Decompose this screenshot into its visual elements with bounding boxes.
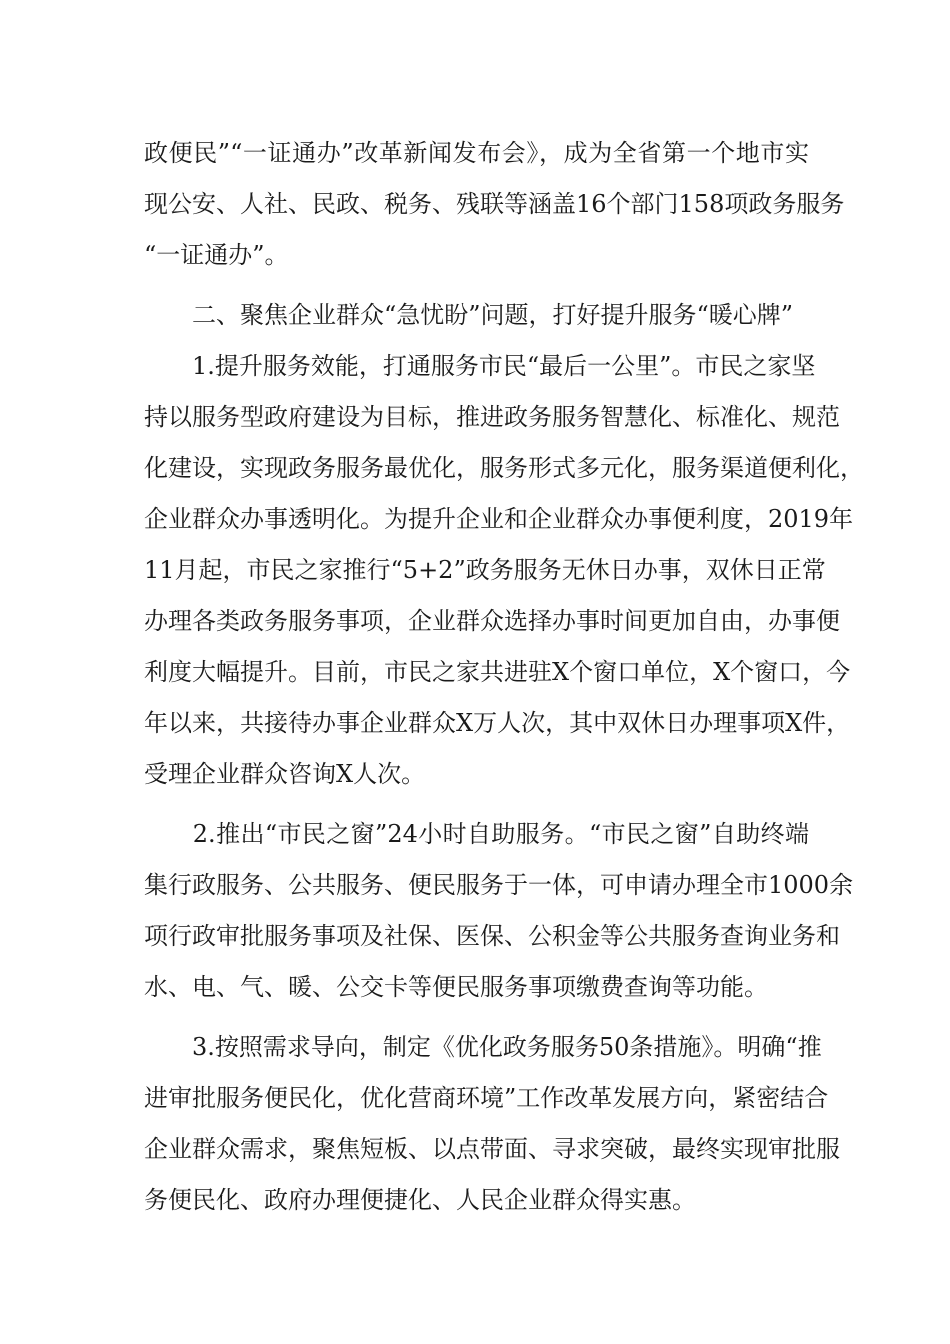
paragraph-item-1 [144, 341, 864, 800]
text-line: 现公安、人社、民政、税务、残联等涵盖16个部门158项政务服务 [144, 190, 845, 218]
text-line: 化建设，实现政务服务最优化，服务形式多元化，服务渠道便利化， [144, 454, 864, 482]
text-line: 务便民化、政府办理便捷化、人民企业群众得实惠。 [144, 1186, 696, 1214]
text-line: 进审批服务便民化，优化营商环境”工作改革发展方向，紧密结合 [144, 1084, 829, 1112]
text-line: 集行政服务、公共服务、便民服务于一体，可申请办理全市1000余 [144, 871, 854, 899]
heading-line: 二、聚焦企业群众“急忧盼”问题，打好提升服务“暖心牌” [144, 301, 794, 329]
paragraph-continuation [144, 128, 845, 281]
text-line: 1.提升服务效能，打通服务市民“最后一公里”。市民之家坚 [144, 352, 816, 380]
text-line: 受理企业群众咨询X人次。 [144, 760, 426, 788]
text-line: 11月起，市民之家推行“5+2”政务服务无休日办事，双休日正常 [144, 556, 826, 584]
text-line: 办理各类政务服务事项，企业群众选择办事时间更加自由，办事便 [144, 607, 840, 635]
text-line: 企业群众办事透明化。为提升企业和企业群众办事便利度，2019年 [144, 505, 854, 533]
text-line: 项行政审批服务事项及社保、医保、公积金等公共服务查询业务和 [144, 922, 840, 950]
document-body [144, 128, 864, 1226]
text-line: 3.按照需求导向，制定《优化政务服务50条措施》。明确“推 [144, 1033, 822, 1061]
text-line: 持以服务型政府建设为目标，推进政务服务智慧化、标准化、规范 [144, 403, 840, 431]
text-line: 2.推出“市民之窗”24小时自助服务。“市民之窗”自助终端 [144, 820, 809, 848]
text-line: 年以来，共接待办事企业群众X万人次，其中双休日办理事项X件， [144, 709, 851, 737]
text-line: “一证通办”。 [144, 241, 289, 269]
paragraph-item-2 [144, 809, 854, 1013]
paragraph-item-3 [144, 1022, 840, 1226]
text-line: 企业群众需求，聚焦短板、以点带面、寻求突破，最终实现审批服 [144, 1135, 840, 1163]
text-line: 政便民”“一证通办”改革新闻发布会》，成为全省第一个地市实 [144, 139, 809, 167]
section-heading [144, 290, 809, 341]
text-line: 水、电、气、暖、公交卡等便民服务事项缴费查询等功能。 [144, 973, 768, 1001]
text-line: 利度大幅提升。目前，市民之家共进驻X个窗口单位，X个窗口，今 [144, 658, 851, 686]
